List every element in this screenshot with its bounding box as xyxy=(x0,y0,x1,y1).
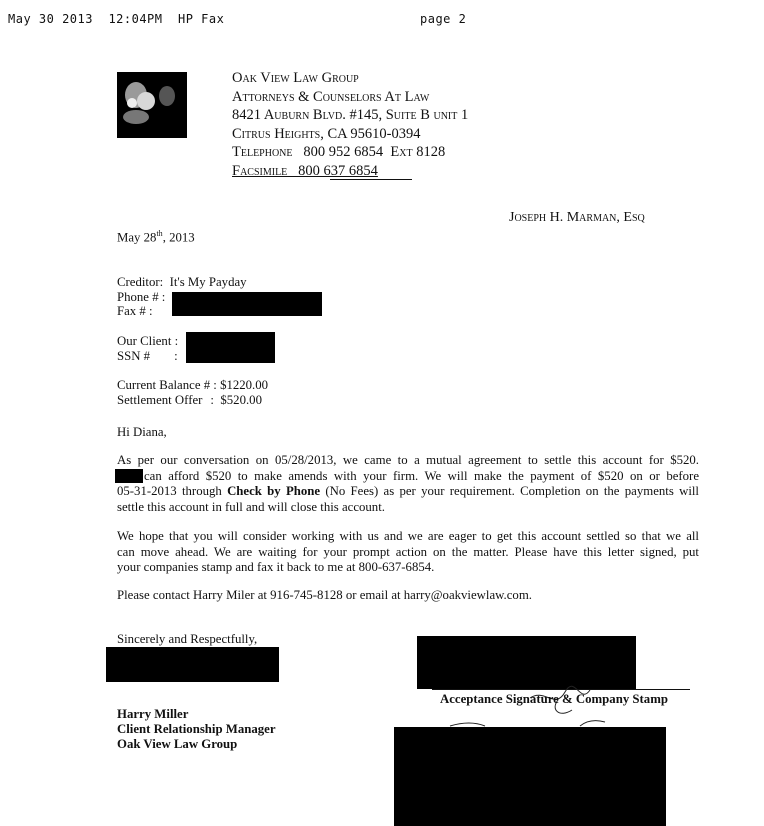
balance-label: Current Balance # : xyxy=(117,378,217,392)
firm-address-line1: 8421 Auburn Blvd. #145, Suite B unit 1 xyxy=(232,107,469,123)
client-block: Our Client : SSN # : xyxy=(117,334,179,363)
phone-label: Phone # : xyxy=(117,289,166,304)
fax-label: Fax # : xyxy=(117,304,153,318)
paragraph-1 xyxy=(117,453,699,515)
firm-logo xyxy=(117,72,187,138)
paragraph-2 xyxy=(117,529,699,576)
firm-name: Oak View Law Group xyxy=(232,70,359,86)
acceptance-label: Acceptance Signature & Company Stamp xyxy=(440,692,668,706)
paragraph-1-line2: can afford $520 to make amends with your firm. We will make the payment of $520 on or before xyxy=(144,468,699,483)
offer-label: Settlement Offer xyxy=(117,393,203,407)
client-label: Our Client : xyxy=(117,334,179,348)
fax-time: 12:04PM xyxy=(108,12,163,26)
fax-header xyxy=(8,12,224,26)
redaction-phone-fax xyxy=(172,292,322,316)
paragraph-1-line1: As per our conversation on 05/28/2013, we came to a mutual agreement to settle this account for $520. xyxy=(117,453,699,467)
amounts-block: Current Balance # : $1220.00 Settlement Offer : $520.00 xyxy=(117,378,269,407)
redaction-client-ssn xyxy=(186,332,275,363)
ssn-label: SSN # xyxy=(117,349,151,363)
signer-title: Client Relationship Manager xyxy=(117,722,276,736)
redaction-company-stamp xyxy=(394,727,666,826)
paragraph-1-line3: 05-31-2013 through Check by Phone (No Fees) as per your requirement. Completion on the payments will xyxy=(117,484,699,498)
letter-date: May 28th, 2013 xyxy=(117,229,195,245)
paragraph-2-line2: can move ahead. We are waiting for your prompt action on the matter. Please have this letter signed, put xyxy=(117,544,699,559)
paragraph-2-line1: We hope that you will consider working with us and we are eager to get this account settled so that we all xyxy=(117,529,699,543)
firm-address-line2: Citrus Heights, CA 95610-0394 xyxy=(232,125,421,142)
balance-value: $1220.00 xyxy=(220,378,269,392)
firm-telephone: Telephone 800 952 6854 Ext 8128 xyxy=(232,144,446,160)
facsimile-underline-extension xyxy=(330,179,412,180)
closing: Sincerely and Respectfully, xyxy=(117,632,258,646)
letterhead xyxy=(232,69,468,180)
contact-line: Please contact Harry Miler at 916-745-8128 or email at harry@oakviewlaw.com. xyxy=(117,588,532,602)
firm-tagline: Attorneys & Counselors At Law xyxy=(232,88,430,105)
signature-block xyxy=(117,707,276,752)
redaction-signature xyxy=(106,647,279,682)
paragraph-2-line3: your companies stamp and fax it back to me at 800-637-6854. xyxy=(117,560,435,574)
firm-facsimile: Facsimile 800 637 6854 xyxy=(232,162,378,179)
fax-date: May 30 2013 xyxy=(8,12,93,26)
signer-name: Harry Miller xyxy=(117,707,189,721)
greeting: Hi Diana, xyxy=(117,425,167,439)
paragraph-1-line4: settle this account in full and will close this account. xyxy=(117,499,385,514)
fax-page-number: page 2 xyxy=(420,12,467,26)
offer-value: $520.00 xyxy=(220,393,262,407)
fax-sender: HP Fax xyxy=(177,12,225,26)
attorney-name: Joseph H. Marman, Esq xyxy=(509,210,645,225)
creditor-label: Creditor: xyxy=(117,275,164,289)
signer-company: Oak View Law Group xyxy=(117,737,238,751)
creditor-value: It's My Payday xyxy=(169,275,247,289)
redaction-client-name xyxy=(115,469,143,483)
